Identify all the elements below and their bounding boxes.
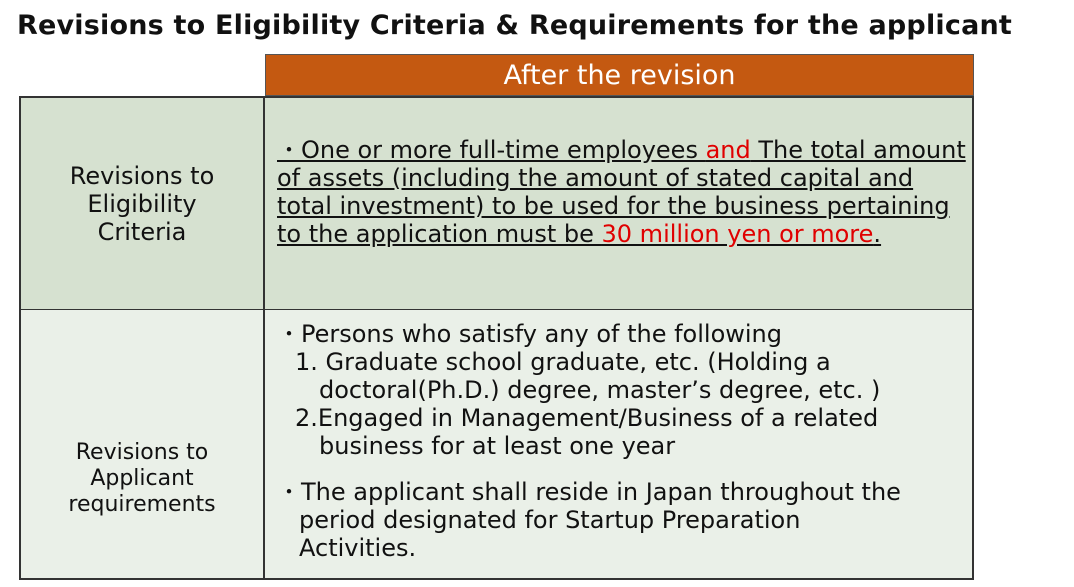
residence-requirement-line-1: ・The applicant shall reside in Japan throughout the: [277, 478, 901, 506]
requirement-item-2-line-1: 2.Engaged in Management/Business of a related: [295, 404, 879, 432]
row-label-applicant-requirements: Revisions to Applicant requirements: [68, 440, 216, 517]
spacer: [277, 460, 967, 478]
criteria-text-part1: ・One or more full-time employees: [277, 136, 706, 164]
row-label-cell: [21, 98, 265, 309]
row-content-cell: [277, 310, 967, 578]
criteria-text-part2: The total amount of assets (including the amount of stated capital and total investment) to be used for the business pertaining to the application must be: [277, 136, 966, 248]
applicant-requirements-text: [277, 310, 967, 562]
eligibility-criteria-text: [277, 136, 967, 248]
table-header-after-revision: After the revision: [265, 54, 974, 96]
requirement-item-1-line-1: 1. Graduate school graduate, etc. (Holding a: [295, 348, 831, 376]
page-title: Revisions to Eligibility Criteria & Requirements for the applicant: [17, 10, 1013, 41]
residence-requirement-line-2: period designated for Startup Preparation: [299, 506, 801, 534]
criteria-text-end: .: [873, 220, 882, 248]
residence-requirement-line-3: Activities.: [299, 534, 417, 562]
requirements-intro: ・Persons who satisfy any of the following: [277, 320, 783, 348]
row-content-cell: [277, 98, 967, 309]
table-row-applicant-requirements: [19, 310, 974, 580]
criteria-text-amount-highlight: 30 million yen or more: [601, 220, 874, 248]
row-label-cell: [21, 310, 265, 578]
table-row-eligibility-criteria: [19, 96, 974, 310]
row-label-eligibility-criteria: Revisions to Eligibility Criteria: [69, 161, 215, 246]
requirement-item-1-line-2: doctoral(Ph.D.) degree, master’s degree, etc. ): [319, 376, 881, 404]
requirement-item-2-line-2: business for at least one year: [319, 432, 676, 460]
criteria-text-and-highlight: and: [705, 136, 751, 164]
